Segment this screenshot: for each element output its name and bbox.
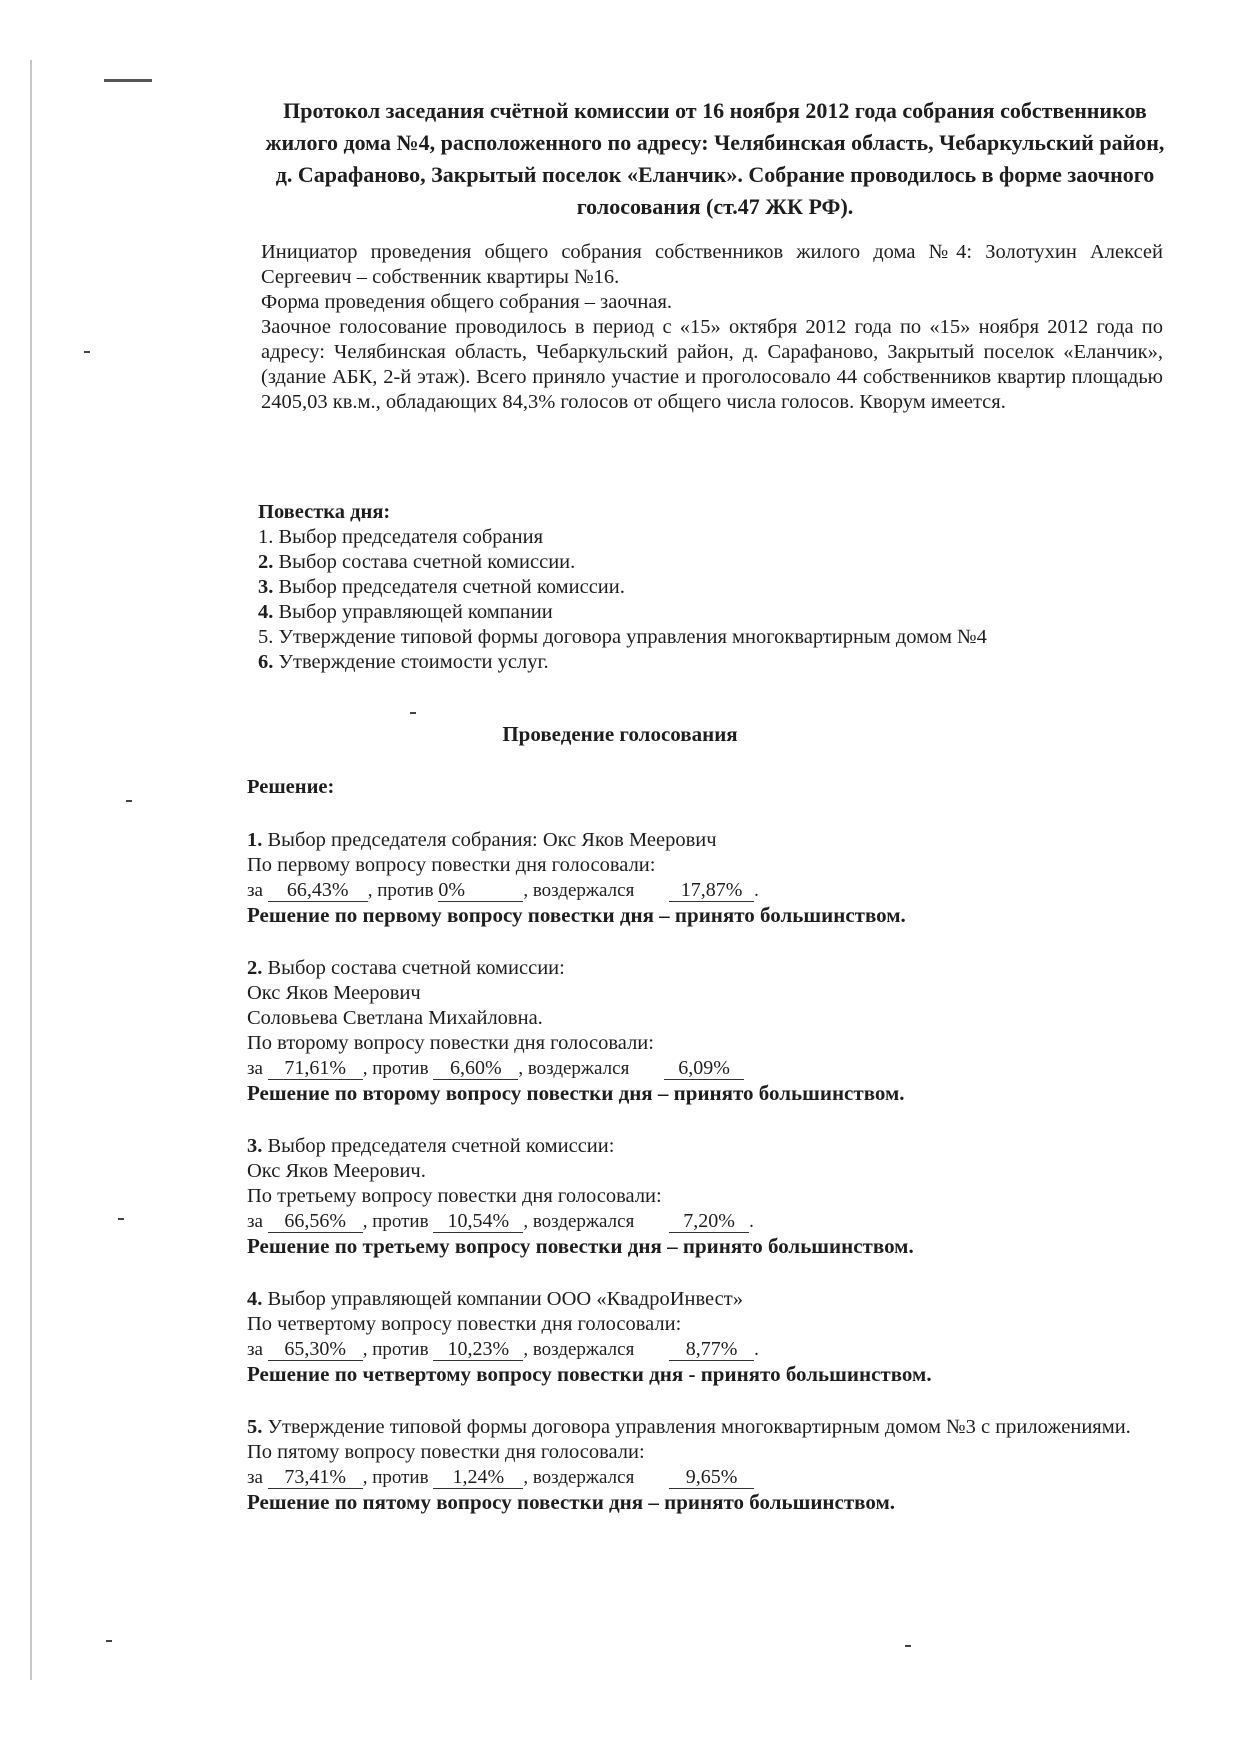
against-value: 0% [438, 879, 523, 902]
vote-results [247, 1209, 1162, 1234]
decision-heading: Решение: [247, 776, 335, 798]
for-label: за [247, 1211, 263, 1232]
abstain-value: 6,09% [664, 1057, 744, 1080]
against-label: , против [362, 1339, 429, 1360]
question-number: 3. [247, 1135, 263, 1157]
against-value: 1,24% [433, 1466, 523, 1489]
question-text: Утверждение типовой формы договора управления многоквартирным домом №3 с приложениями. [267, 1416, 1131, 1438]
for-label: за [247, 1339, 263, 1360]
scan-speck [84, 351, 90, 353]
scan-mark [104, 79, 152, 82]
question-number: 2. [247, 957, 263, 979]
agenda-item [258, 600, 1158, 625]
against-label: , против [362, 1058, 429, 1079]
abstain-label: , воздержался [523, 1339, 635, 1360]
for-label: за [247, 1467, 263, 1488]
question-number: 1. [247, 829, 263, 851]
document-title: Протокол заседания счётной комиссии от 16 ноября 2012 года собрания собственников жилого дома №4, расположенного по адресу: Челябинская область, Чебаркульский район, д. Сарафаново, Закрытый поселок «Еланчик». Собрание проводилось в форме заочного голосования (ст.47 ЖК РФ). [265, 98, 1165, 219]
line-end: . [749, 1211, 754, 1232]
decision-section [247, 775, 1162, 1515]
against-label: , против [362, 1211, 429, 1232]
against-label: , против [362, 1467, 429, 1488]
question-number: 5. [247, 1416, 263, 1438]
scan-speck [126, 800, 132, 802]
member-name: Соловьева Светлана Михайловна. [247, 1007, 543, 1029]
question-text: Выбор председателя собрания: Окс Яков Меерович [267, 829, 717, 851]
scan-speck [118, 1218, 124, 1220]
agenda-item [258, 525, 1158, 550]
question-conclusion: Решение по первому вопросу повестки дня – принято большинством. [247, 903, 906, 927]
question-title [247, 1287, 1162, 1312]
agenda-item [258, 650, 1158, 675]
abstain-value: 8,77% [669, 1338, 754, 1361]
abstain-value: 7,20% [669, 1210, 749, 1233]
agenda-item-number: 5. [258, 626, 274, 648]
voting-heading: Проведение голосования [502, 722, 738, 746]
for-value: 73,41% [268, 1466, 363, 1489]
intro-section [261, 240, 1163, 415]
agenda-item-number: 2. [258, 551, 274, 573]
vote-results [247, 1056, 1162, 1081]
agenda-item-text: Выбор председателя счетной комиссии. [278, 576, 625, 598]
question-conclusion: Решение по второму вопросу повестки дня – принято большинством. [247, 1081, 905, 1105]
for-value: 71,61% [268, 1057, 363, 1080]
for-value: 66,56% [268, 1210, 363, 1233]
voted-line: По второму вопросу повестки дня голосовали: [247, 1032, 654, 1054]
voted-line: По первому вопросу повестки дня голосовали: [247, 854, 656, 876]
question-block-2 [247, 956, 1162, 1106]
voted-line: По четвертому вопросу повестки дня голосовали: [247, 1313, 682, 1335]
question-text: Выбор управляющей компании ООО «КвадроИнвест» [267, 1288, 743, 1310]
scan-speck [410, 712, 416, 714]
question-block-1 [247, 828, 1162, 928]
agenda-item [258, 550, 1158, 575]
agenda-item-number: 4. [258, 601, 274, 623]
agenda-item [258, 575, 1158, 600]
period-text: Заочное голосование проводилось в период с «15» октября 2012 года по «15» ноября 2012 года по адресу: Челябинская область, Чебаркульский район, д. Сарафаново, Закрытый поселок «Еланчик», (здание АБК, 2-й этаж). Всего приняло участие и проголосовало 44 собственников квартир площадью 2405,03 кв.м., обладающих 84,3% голосов от общего числа голосов. Кворум имеется. [261, 316, 1163, 413]
against-label: , против [367, 880, 434, 901]
question-conclusion: Решение по третьему вопросу повестки дня – принято большинством. [247, 1234, 914, 1258]
agenda-item-text: Утверждение типовой формы договора управления многоквартирным домом №4 [278, 626, 987, 648]
vote-results [247, 1337, 1162, 1362]
for-value: 66,43% [268, 879, 368, 902]
abstain-value: 9,65% [669, 1466, 754, 1489]
for-value: 65,30% [268, 1338, 363, 1361]
agenda-section [258, 500, 1158, 675]
line-end: . [754, 880, 759, 901]
question-conclusion: Решение по четвертому вопросу повестки дня - принято большинством. [247, 1362, 932, 1386]
question-block-5 [247, 1415, 1162, 1515]
agenda-item-number: 1. [258, 526, 274, 548]
question-block-3 [247, 1134, 1162, 1259]
question-title [247, 1134, 1162, 1159]
against-value: 10,54% [433, 1210, 523, 1233]
agenda-heading: Повестка дня: [258, 501, 391, 523]
agenda-item-text: Выбор председателя собрания [278, 526, 543, 548]
agenda-item-text: Выбор управляющей компании [278, 601, 553, 623]
agenda-item-number: 6. [258, 651, 274, 673]
question-title [247, 956, 1162, 981]
initiator-text: Инициатор проведения общего собрания собственников жилого дома №4: Золотухин Алексей Сергеевич – собственник квартиры №16. [261, 241, 1163, 288]
member-name: Окс Яков Меерович [247, 982, 421, 1004]
vote-results [247, 1465, 1162, 1490]
scan-speck [905, 1645, 911, 1647]
question-text: Выбор состава счетной комиссии: [267, 957, 565, 979]
abstain-label: , воздержался [523, 1211, 635, 1232]
vote-results [247, 878, 1162, 903]
line-end: . [754, 1339, 759, 1360]
agenda-item-number: 3. [258, 576, 274, 598]
question-conclusion: Решение по пятому вопросу повестки дня – принято большинством. [247, 1490, 896, 1514]
agenda-item-text: Выбор состава счетной комиссии. [278, 551, 576, 573]
question-text: Выбор председателя счетной комиссии: [267, 1135, 615, 1157]
voted-line: По третьему вопросу повестки дня голосовали: [247, 1185, 662, 1207]
form-text: Форма проведения общего собрания – заочная. [261, 291, 673, 313]
voted-line: По пятому вопросу повестки дня голосовали: [247, 1441, 645, 1463]
against-value: 10,23% [433, 1338, 523, 1361]
abstain-label: , воздержался [523, 1467, 635, 1488]
abstain-value: 17,87% [669, 879, 754, 902]
for-label: за [247, 1058, 263, 1079]
question-title [247, 1415, 1162, 1440]
for-label: за [247, 880, 263, 901]
abstain-label: , воздержался [523, 880, 635, 901]
scan-edge [30, 60, 32, 1680]
agenda-item-text: Утверждение стоимости услуг. [278, 651, 549, 673]
agenda-item [258, 625, 1158, 650]
question-number: 4. [247, 1288, 263, 1310]
member-name: Окс Яков Меерович. [247, 1160, 426, 1182]
abstain-label: , воздержался [518, 1058, 630, 1079]
question-title [247, 828, 1162, 853]
question-block-4 [247, 1287, 1162, 1387]
scan-speck [106, 1640, 112, 1642]
against-value: 6,60% [433, 1057, 518, 1080]
